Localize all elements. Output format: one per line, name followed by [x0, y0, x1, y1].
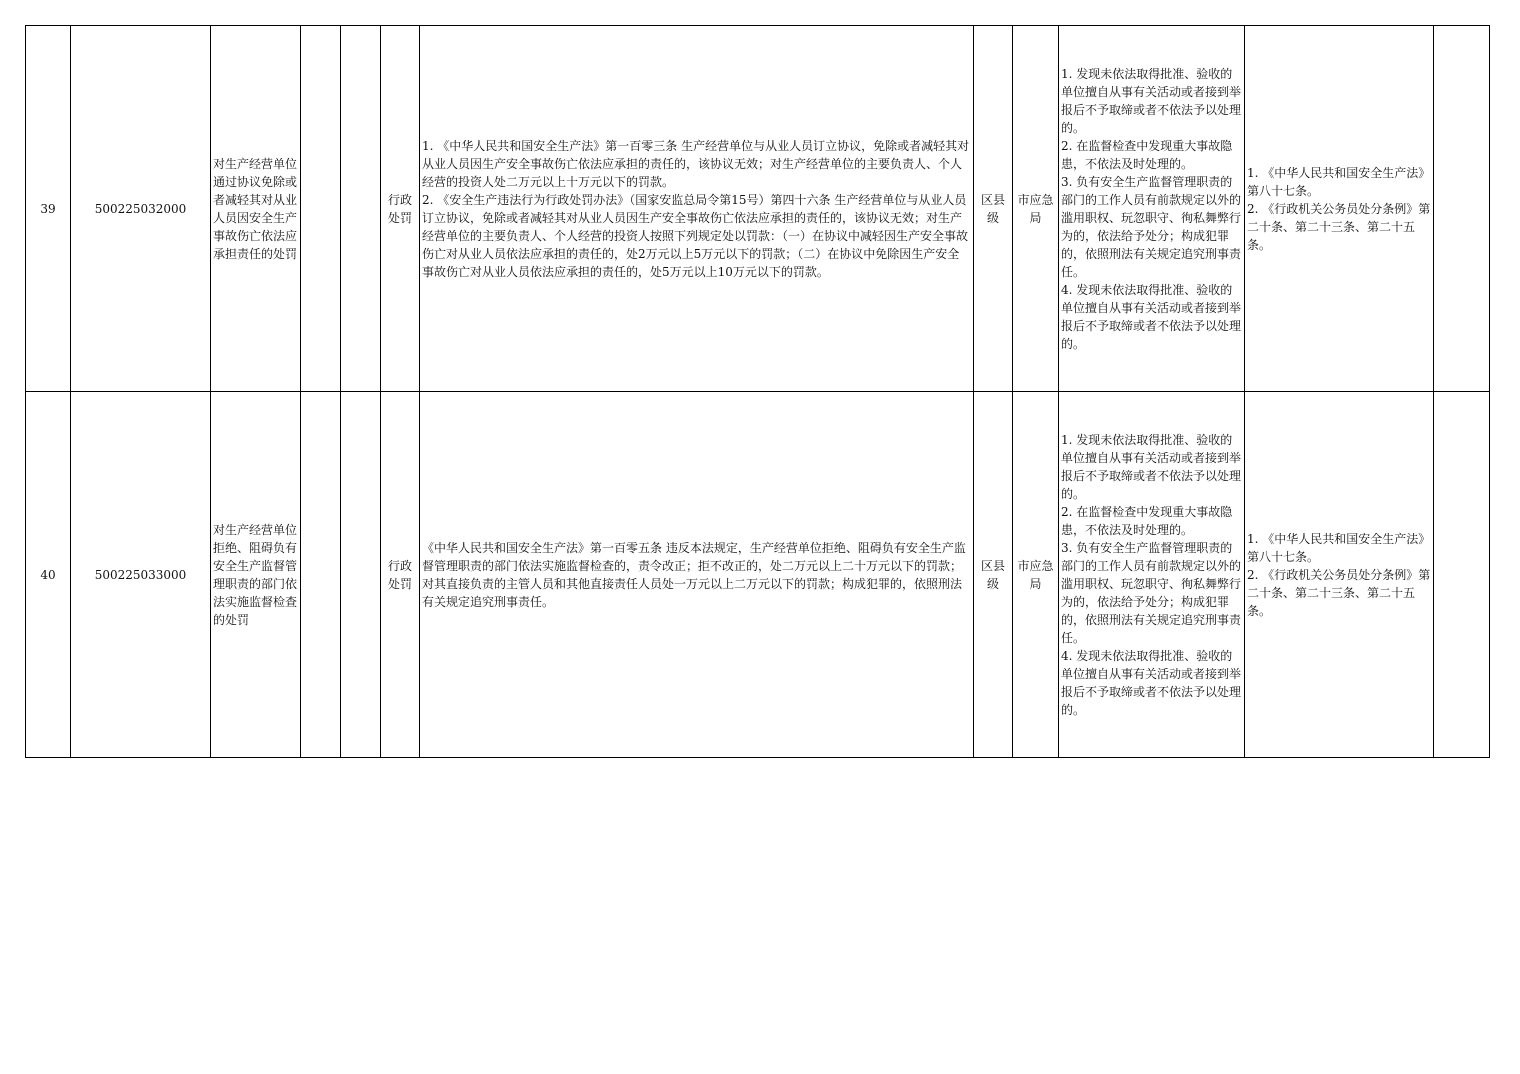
accountability-item: 3. 负有安全生产监督管理职责的部门的工作人员有前款规定以外的滥用职权、玩忽职守、徇私舞弊行为的，依法给予处分；构成犯罪的，依照刑法有关规定追究刑事责任。	[1061, 174, 1242, 279]
empty-cell	[301, 392, 341, 758]
exercise-level: 区县级	[974, 392, 1013, 758]
accountability-item: 2. 在监督检查中发现重大事故隐患，不依法及时处理的。	[1061, 504, 1233, 537]
responsible-department: 市应急局	[1013, 392, 1059, 758]
power-list-table	[25, 25, 1490, 758]
accountability-basis	[1245, 392, 1434, 758]
table-row	[26, 26, 1490, 392]
power-category: 行政处罚	[381, 26, 420, 392]
legal-basis	[420, 392, 974, 758]
row-number: 39	[26, 26, 71, 392]
power-category: 行政处罚	[381, 392, 420, 758]
empty-cell	[301, 26, 341, 392]
accountability-basis-item: 1. 《中华人民共和国安全生产法》第八十七条。	[1247, 531, 1431, 564]
legal-basis	[420, 26, 974, 392]
accountability-item: 4. 发现未依法取得批准、验收的单位擅自从事有关活动或者接到举报后不予取缔或者不依法予以处理的。	[1061, 282, 1242, 351]
accountability-item: 2. 在监督检查中发现重大事故隐患，不依法及时处理的。	[1061, 138, 1233, 171]
remarks-cell	[1434, 392, 1490, 758]
accountability-basis-item: 2. 《行政机关公务员处分条例》第二十条、第二十三条、第二十五条。	[1247, 567, 1431, 618]
accountability-item: 4. 发现未依法取得批准、验收的单位擅自从事有关活动或者接到举报后不予取缔或者不依法予以处理的。	[1061, 648, 1242, 717]
accountability-item: 3. 负有安全生产监督管理职责的部门的工作人员有前款规定以外的滥用职权、玩忽职守、徇私舞弊行为的，依法给予处分；构成犯罪的，依照刑法有关规定追究刑事责任。	[1061, 540, 1242, 645]
legal-basis-paragraph: 2. 《安全生产违法行为行政处罚办法》（国家安监总局令第15号）第四十六条 生产经营单位与从业人员订立协议，免除或者减轻其对从业人员因生产安全事故伤亡依法应承担的责任的，该协议无效；对生产经营单位的主要负责人、个人经营的投资人按照下列规定处以罚款：（一）在协议中减轻因生产安全事故伤亡对从业人员依法应承担的责任的，处2万元以上5万元以下的罚款；（二）在协议中免除因生产安全事故伤亡对从业人员依法应承担的责任的，处5万元以上10万元以下的罚款。	[422, 192, 969, 279]
legal-basis-paragraph: 1. 《中华人民共和国安全生产法》第一百零三条 生产经营单位与从业人员订立协议，免除或者减轻其对从业人员因生产安全事故伤亡依法应承担的责任的，该协议无效；对生产经营单位的主要负责人、个人经营的投资人处二万元以上十万元以下的罚款。	[422, 138, 970, 189]
accountability-basis-item: 2. 《行政机关公务员处分条例》第二十条、第二十三条、第二十五条。	[1247, 201, 1431, 252]
table-row	[26, 392, 1490, 758]
accountability-item: 1. 发现未依法取得批准、验收的单位擅自从事有关活动或者接到举报后不予取缔或者不依法予以处理的。	[1061, 432, 1242, 501]
exercise-level: 区县级	[974, 26, 1013, 392]
item-code: 500225032000	[71, 26, 211, 392]
legal-basis-paragraph: 《中华人民共和国安全生产法》第一百零五条 违反本法规定，生产经营单位拒绝、阻碍负有安全生产监督管理职责的部门依法实施监督检查的，责令改正；拒不改正的，处二万元以上二十万元以下的罚款；对其直接负责的主管人员和其他直接责任人员处一万元以上二万元以下的罚款；构成犯罪的，依照刑法有关规定追究刑事责任。	[422, 540, 966, 609]
row-number: 40	[26, 392, 71, 758]
item-name: 对生产经营单位通过协议免除或者减轻其对从业人员因安全生产事故伤亡依法应承担责任的处罚	[211, 26, 301, 392]
accountability-matters	[1059, 26, 1245, 392]
accountability-basis-item: 1. 《中华人民共和国安全生产法》第八十七条。	[1247, 165, 1431, 198]
item-name: 对生产经营单位拒绝、阻碍负有安全生产监督管理职责的部门依法实施监督检查的处罚	[211, 392, 301, 758]
remarks-cell	[1434, 26, 1490, 392]
responsible-department: 市应急局	[1013, 26, 1059, 392]
empty-cell	[341, 26, 381, 392]
item-code: 500225033000	[71, 392, 211, 758]
accountability-basis	[1245, 26, 1434, 392]
accountability-item: 1. 发现未依法取得批准、验收的单位擅自从事有关活动或者接到举报后不予取缔或者不依法予以处理的。	[1061, 66, 1242, 135]
empty-cell	[341, 392, 381, 758]
accountability-matters	[1059, 392, 1245, 758]
